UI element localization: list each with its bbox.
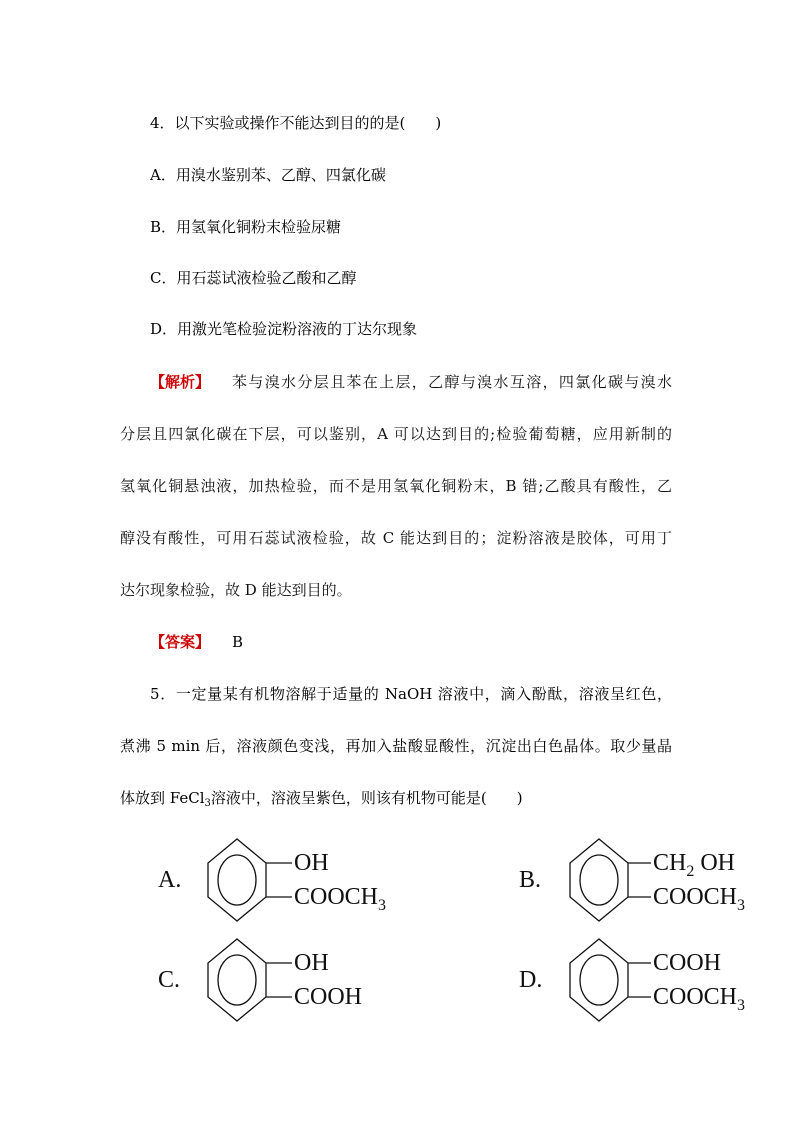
q5-option-a-bottom-group (294, 884, 387, 914)
q4-option-b: B．用氢氧化铜粉末检验尿糖 (150, 218, 342, 236)
q5-line3-after: 溶液中，溶液呈紫色，则该有机物可能是( ) (210, 789, 523, 807)
aromatic-circle-b (580, 855, 618, 905)
formula-text: OH (294, 850, 329, 876)
answer-value: B (232, 633, 244, 651)
formula-text: COOCH (653, 984, 738, 1010)
q5-line3-subscript: 3 (204, 798, 211, 809)
analysis-line-4: 醇没有酸性，可用石蕊试液检验，故 C 能达到目的；淀粉溶液是胶体，可用丁 (120, 529, 672, 547)
q5-option-b-top-group (653, 850, 736, 880)
formula-subscript: 3 (378, 897, 387, 914)
formula-text: CH (653, 850, 687, 876)
aromatic-circle-d (580, 955, 618, 1005)
q5-option-b-letter: B. (519, 867, 542, 893)
analysis-line-2: 分层且四氯化碳在下层，可以鉴别，A 可以达到目的;检验葡萄糖，应用新制的 (120, 425, 672, 443)
q5-line3-before: 体放到 FeCl (120, 789, 205, 807)
q4-stem: 4．以下实验或操作不能达到目的的是( ) (150, 114, 442, 132)
formula-text: COOCH (294, 884, 379, 910)
benzene-ring-d (570, 939, 628, 1021)
q5-option-a-top-group (294, 851, 329, 875)
formula-subscript: 2 (686, 863, 695, 880)
benzene-ring-c (208, 939, 266, 1021)
q5-option-c-top-group (294, 951, 329, 975)
q4-option-a: A．用溴水鉴别苯、乙醇、四氯化碳 (150, 166, 386, 184)
q5-stem-line-2: 煮沸 5 min 后，溶液颜色变浅，再加入盐酸显酸性，沉淀出白色晶体。取少量晶 (120, 737, 672, 755)
analysis-line-1: 苯与溴水分层且苯在上层，乙醇与溴水互溶，四氯化碳与溴水 (232, 373, 672, 391)
aromatic-circle-a (218, 855, 256, 905)
aromatic-circle-c (218, 955, 256, 1005)
q5-option-d-top-group (653, 951, 721, 975)
q5-option-d-bottom-group (653, 984, 746, 1014)
analysis-label: 【解析】 (150, 373, 211, 391)
analysis-line-5: 达尔现象检验，故 D 能达到目的。 (120, 581, 352, 599)
q4-option-c: C．用石蕊试液检验乙酸和乙醇 (150, 269, 357, 287)
formula-text: COOH (653, 950, 722, 976)
formula-subscript: 3 (737, 897, 746, 914)
answer-label: 【答案】 (150, 633, 211, 651)
formula-text: COOCH (653, 884, 738, 910)
formula-tail: OH (694, 850, 736, 876)
q5-option-c-letter: C. (158, 967, 181, 993)
q5-stem-line-1: 5．一定量某有机物溶解于适量的 NaOH 溶液中，滴入酚酞，溶液呈红色， (150, 685, 672, 703)
formula-subscript: 3 (737, 997, 746, 1014)
formula-text: OH (294, 950, 329, 976)
benzene-ring-b (570, 839, 628, 921)
q4-option-d: D．用激光笔检验淀粉溶液的丁达尔现象 (150, 320, 418, 338)
q5-option-d-letter: D. (519, 967, 543, 993)
analysis-line-3: 氢氧化铜悬浊液，加热检验，而不是用氢氧化铜粉末，B 错;乙酸具有酸性，乙 (120, 477, 672, 495)
q5-option-a-letter: A. (158, 867, 182, 893)
q5-option-c-bottom-group (294, 985, 362, 1009)
q5-option-b-bottom-group (653, 884, 746, 914)
formula-text: COOH (294, 984, 363, 1010)
benzene-ring-a (208, 839, 266, 921)
